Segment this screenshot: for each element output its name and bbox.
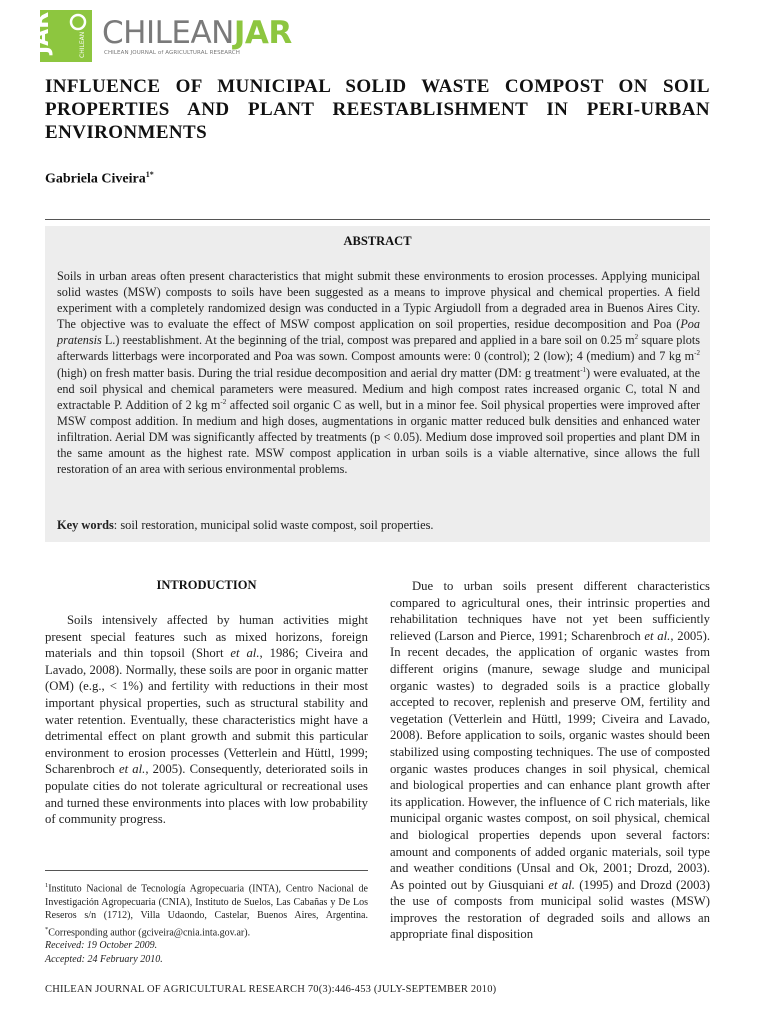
brand-part-1: CHILEAN [102, 15, 234, 51]
abstract-text: Soils in urban areas often present characteristics that might submit these environments to erosion processes. Applying municipal solid wastes (MSW) composts to soils have been suggested as a means to improve physical and chemical properties. A field experiment with a completely randomized design was conducted in a Typic Argiudoll from a degraded area in Buenos Aires City. The objective was to evaluate the effect of MSW compost application on soil properties, residue decomposition and Poa (Poa pratensis L.) reestablishment. At the beginning of the trial, compost was prepared and applied in a bare soil on 0.25 $m^2$ square plots afterwards litterbags were incorporated and Poa was sown. Compost amounts were: 0 (control); 2 (low); 4 (medium) and 7 kg $m^{-2}$ (high) on fresh matter basis. During the trial residue decomposition and aerial dry matter (DM: g treatment$^{-1}$) were evaluated, at the end soil physical and chemical parameters were measured. Medium and high compost rates increased organic C, total N and extractable P. Addition of 2 kg $m^{-2}$ affected soil organic C as well, but in a minor fee. Soil physical properties were improved after MSW compost addition. In medium and high doses, augmentations in organic matter reduced bulk densities and enhanced water infiltration. Aerial DM was significantly affected by treatments (p < 0.05). Medium dose improved soil properties and plant DM in the same amount as the highest rate. MSW compost application in urban soils is a viable alternative, since allows the full restoration of an area with serious environmental problems. [57, 269, 701, 477]
logo-box-main-letters: JAR [29, 11, 54, 54]
brand-part-2: JAR [233, 15, 292, 51]
keywords-label: Key words [57, 518, 114, 532]
keywords [57, 518, 700, 533]
keywords-text: : soil restoration, municipal solid waste compost, soil properties. [113, 518, 434, 532]
brand-subtitle: CHILEAN JOURNAL of AGRICULTURAL RESEARCH [104, 50, 240, 56]
footnote [45, 879, 368, 966]
title-divider [45, 219, 710, 220]
logo-box-top-letters: CHILEAN [79, 31, 86, 58]
jar-logo-icon [29, 10, 92, 62]
paper-title: INFLUENCE OF MUNICIPAL SOLID WASTE COMPOST ON SOIL PROPERTIES AND PLANT REESTABLISHMENT IN PERI-URBAN ENVIRONMENTS [45, 76, 710, 143]
author-marks: 1* [145, 170, 154, 179]
footnote-divider [45, 870, 368, 871]
corresponding-author: Corresponding author (gciveira@cnia.inta.gov.ar). [48, 926, 251, 938]
intro-paragraph-right: Due to urban soils present different characteristics compared to agricultural ones, their intrinsic properties and rehabilitation techniques have not yet been sufficiently relieved (Larson and Pierce, 1991; Scharenbroch et al., 2005). In recent decades, the application of organic wastes from different origins (manure, sewage sludge and municipal organic wastes) to degraded soils is a practice globally accepted to recover, replenish and preserve OM, fertility and vegetation (Vetterlein and Hüttl, 1999; Civeira and Lavado, 2008). Before application to soils, organic wastes should been stabilized using composting techniques. The use of composted organic wastes produces changes in soil physical, chemical and biological properties and can enhance plant growth after its application. However, the influence of C rich materials, like municipal organic wastes compost, on soil physical, chemical and biological properties depends upon several factors: amount and components of added organic materials, soil type and weather conditions (Unsal and Ok, 2001; Drozd, 2003). As pointed out by Giusquiani et al. (1995) and Drozd (2003) the use of composts from municipal solid wastes (MSW) improves the restoration of degraded soils and allows an appropriate final disposition [390, 579, 710, 942]
accepted-date: Accepted: 24 February 2010. [45, 953, 163, 965]
intro-paragraph-left: Soils intensively affected by human activities might present special features such as mixed horizons, foreign materials and thin topsoil (Short et al., 1986; Civeira and Lavado, 2008). Normally, these soils are poor in organic matter (OM) (e.g., < 1%) and fertility with reductions in their most important physical properties, such as structural stability and water retention. Eventually, these characteristics might have a detrimental effect on plant growth and submit this particular environment to erosion processes (Vetterlein and Hüttl, 1999; Scharenbroch et al., 2005). Consequently, deteriorated soils in populate cities do not tolerate agricultural or recreational uses and turned these environments into places with low probability of community progress. [45, 613, 368, 827]
abstract-heading: ABSTRACT [343, 234, 412, 248]
journal-citation-footer: CHILEAN JOURNAL OF AGRICULTURAL RESEARCH 70(3):446-453 (JULY-SEPTEMBER 2010) [45, 984, 497, 995]
received-date: Received: 19 October 2009. [45, 940, 158, 952]
author-line [45, 170, 154, 188]
author-name: Gabriela Civeira [45, 171, 146, 187]
species-name: Poa pratensis [57, 317, 700, 348]
affiliation: $^1$Instituto Nacional de Tecnología Agropecuaria (INTA), Centro Nacional de Investigación Agropecuaria (CNIA), Instituto de Suelos, Las Cabañas y De Los Reseros s/n (1712), Villa Udaondo, Castelar, Buenos Aires, Argentina. *Corresponding author (gciveira@cnia.inta.gov.ar). [45, 882, 368, 938]
abstract-box [45, 226, 710, 542]
brand-wordmark [102, 16, 292, 50]
introduction-heading: INTRODUCTION [156, 578, 257, 592]
journal-logo [29, 10, 300, 64]
